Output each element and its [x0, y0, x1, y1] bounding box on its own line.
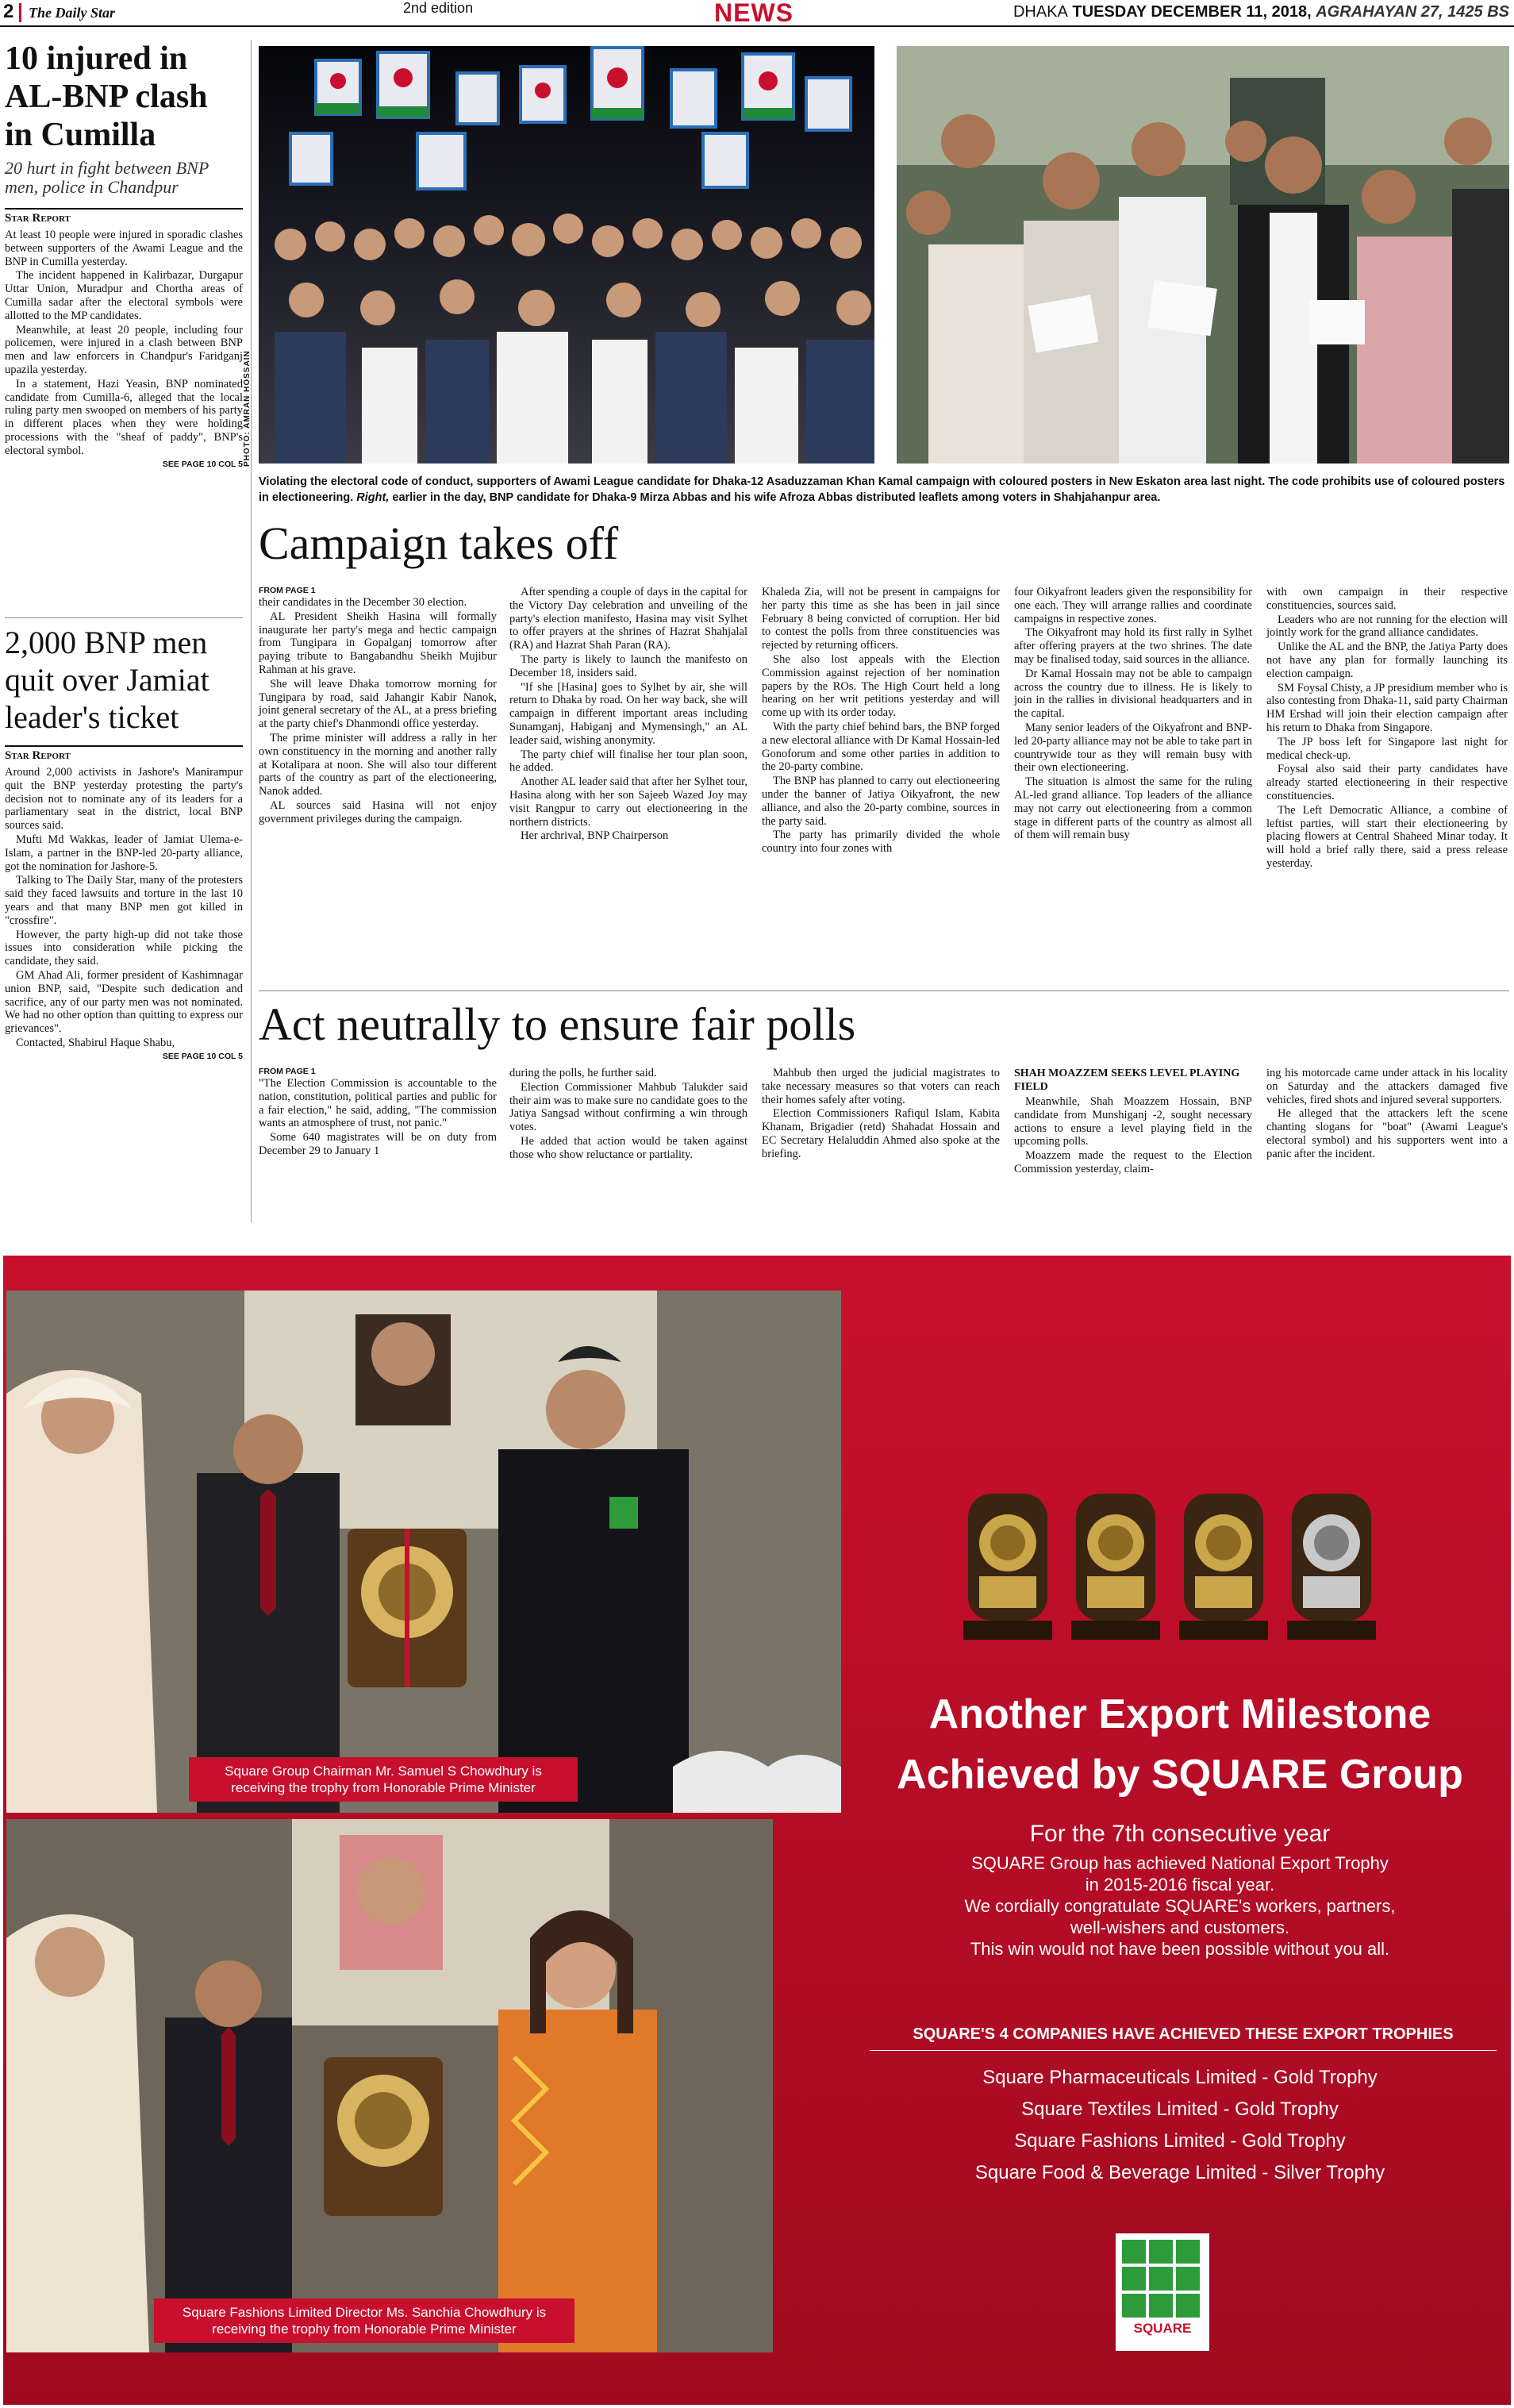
paragraph: ing his motorcade came under attack in his locality on Saturday and the attackers damaged five vehicles, fired shots and injured several supporters.: [1266, 1067, 1508, 1106]
paragraph: Meanwhile, at least 20 people, including four policemen, were injured in a clash between BNP men and law enforcers in Chandpur's Faridganj upazila yesterday.: [5, 323, 243, 376]
paragraph: Moazzem made the request to the Election Commission yesterday, claim-: [1014, 1149, 1252, 1175]
paper-name: The Daily Star: [29, 5, 116, 21]
paragraph: Foysal also said their party candidates have already started electioneering in their respective constituencies.: [1266, 763, 1508, 802]
list-item: Square Pharmaceuticals Limited - Gold Trophy: [982, 2067, 1378, 2088]
paragraph: Meanwhile, Shah Moazzem Hossain, BNP candidate from Munshiganj -2, sought necessary actions to ensure a level playing field in the upcoming polls.: [1014, 1095, 1252, 1148]
masthead: [0, 0, 1514, 27]
trophy-icon: [963, 1494, 1052, 1644]
ad-subhead: For the 7th consecutive year: [1029, 1821, 1331, 1847]
paragraph: The JP boss left for Singapore last night for medical check-up.: [1266, 735, 1508, 762]
paragraph: their candidates in the December 30 election.: [259, 596, 467, 609]
ad-headline: Another Export Milestone Achieved by SQUARE Group: [897, 1691, 1463, 1798]
paragraph: GM Ahad Ali, former president of Kashimnagar union BNP, said, "Despite such dedication and sacrifice, any of our party men was not nominated. We had no other option than quitting to express our grievances".: [5, 968, 243, 1036]
paragraph: Contacted, Shabirul Haque Shabu,: [16, 1036, 175, 1049]
edition-label: 2nd edition: [403, 0, 474, 16]
headline: 10 injured in AL-BNP clash in Cumilla: [5, 40, 208, 153]
paragraph: "If she [Hasina] goes to Sylhet by air, she will return to Dhaka by road. On her way back, she will campaign in different important areas including Sunamganj, Habiganj and Mymensingh," an AL leader said, wishing anonymity.: [509, 680, 747, 747]
paragraph: The party has primarily divided the whole country into four zones with: [762, 829, 1000, 856]
paragraph: Around 2,000 activists in Jashore's Manirampur quit the BNP yesterday protesting the party's decision not to nominate any of its leaders for a parliamentary seat in the district, local BNP sources said.: [5, 766, 243, 833]
jump-line: SEE PAGE 10 COL 5: [162, 459, 243, 469]
paragraph: Election Commissioners Rafiqul Islam, Kabita Khanam, Brigadier (retd) Shahadat Hossain and EC Secretary Helaluddin Ahmed also spoke at the briefing.: [762, 1107, 1000, 1160]
campaign-col-5: [1266, 586, 1508, 871]
paragraph: In a statement, Hazi Yeasin, BNP nominated candidate from Cumilla-6, alleged that the local ruling party men swooped on members of his party in different places when they were holding processions with the "sheaf of paddy", BNP's electoral symbol.: [5, 377, 243, 457]
dateline: DHAKA TUESDAY DECEMBER 11, 2018, AGRAHAYAN 27, 1425 BS: [1013, 3, 1509, 21]
paragraph: However, the party high-up did not take those issues into consideration while picking the candidate, they said.: [5, 928, 243, 968]
paragraph: The party chief will finalise her tour plan soon, he added.: [509, 748, 747, 775]
act-col-2: [509, 1067, 747, 1163]
paragraph: He alleged that the attackers left the scene chanting slogans for "boat" (Awami League's electoral symbol) and his supporters went into a panic after the incident.: [1266, 1107, 1508, 1160]
act-col-4: [1014, 1067, 1252, 1177]
divider: [5, 617, 243, 618]
paragraph: She will leave Dhaka tomorrow morning for Tungipara by road, said Jahangir Kabir Nanok, joint general secretary of the AL, at a press briefing at the party chief's Dhanmondi office yesterday.: [259, 677, 497, 731]
ad-trophy-list: [852, 2062, 1508, 2189]
square-logo-grid-icon: [1122, 2240, 1203, 2318]
campaign-col-4: [1014, 586, 1252, 843]
square-advertisement: [3, 1256, 1511, 2405]
act-neutrally-headline: Act neutrally to ensure fair polls: [259, 998, 856, 1050]
photo-leaflet-distribution: [897, 46, 1509, 464]
paragraph: Another AL leader said that after her Sylhet tour, Hasina along with her son Sajeeb Wazed Joy may visit Rangpur to carry out electioneering in the northern districts.: [509, 775, 747, 829]
paragraph: The Oikyafront may hold its first rally in Sylhet after offering prayers at the two shrines. The date may be finalised today, said sources in the alliance.: [1014, 626, 1252, 666]
headline: 2,000 BNP men quit over Jamiat leader's ticket: [5, 625, 209, 735]
trophy-icon: [1287, 1494, 1376, 1644]
trophy-row: [963, 1494, 1376, 1652]
vertical-rule: [251, 40, 252, 1222]
from-page: FROM PAGE 1: [259, 1067, 316, 1076]
campaign-col-3: [762, 586, 1000, 856]
paragraph: Mahbub then urged the judicial magistrates to take necessary measures so that voters can reach their homes safely after voting.: [762, 1067, 1000, 1106]
list-item: Square Food & Beverage Limited - Silver Trophy: [974, 2162, 1385, 2183]
paragraph: Some 640 magistrates will be on duty from December 29 to January 1: [259, 1131, 497, 1157]
paragraph: The situation is almost the same for the ruling AL-led grand alliance. Top leaders of the alliance may not carry out electioneering from a common stage in different parts of the country as almost all of them will remain busy: [1014, 775, 1252, 842]
paragraph: with own campaign in their respective constituencies, sources said.: [1266, 586, 1508, 612]
paragraph: Many senior leaders of the Oikyafront and BNP-led 20-party alliance may not be able to take part in countrywide tour as they will remain busy with their own electioneering.: [1014, 721, 1252, 775]
paragraph: AL President Sheikh Hasina will formally inaugurate her party's mega and hectic campaign from Tungipara in Gopalganj tomorrow after paying tribute to Bangabandhu Sheikh Mujibur Rahman at his grave.: [259, 610, 497, 676]
paragraph: With the party chief behind bars, the BNP forged a new electoral alliance with Dr Kamal Hossain-led Gonoforum and some other parties in addition to the 20-party combine.: [762, 720, 1000, 774]
ad-photo-chairman: [6, 1291, 841, 1813]
photo-night-rally: [259, 46, 874, 464]
story-bnp-quit: [5, 624, 243, 1061]
paragraph: Dr Kamal Hossain may not be able to campaign across the country due to illness. He is likely to join in the rallies in divisional headquarters and in the capital.: [1014, 667, 1252, 721]
ad-trophies-heading: SQUARE'S 4 COMPANIES HAVE ACHIEVED THESE EXPORT TROPHIES: [870, 2025, 1497, 2051]
logo-text: SQUARE: [1133, 2321, 1192, 2336]
paragraph: After spending a couple of days in the capital for the Victory Day celebration and unveiling of the party's election manifesto, Hasina may visit Sylhet to offer prayers at the shrines of Hazrat Shahjalal (RA) and Hazrat Shah Paran (RA).: [509, 586, 747, 652]
from-page: FROM PAGE 1: [259, 586, 316, 595]
list-item: Square Fashions Limited - Gold Trophy: [1014, 2130, 1346, 2152]
paragraph: Her archrival, BNP Chairperson: [521, 829, 669, 843]
subhead: 20 hurt in fight between BNP men, police in Chandpur: [5, 158, 209, 197]
ad-body: SQUARE Group has achieved National Export Trophy in 2015-2016 fiscal year. We cordially congratulate SQUARE's workers, partners, well-wishers and customers. This win would not have been possible without you all.: [964, 1853, 1396, 1959]
photo-caption: Violating the electoral code of conduct, supporters of Awami League candidate for Dhaka-12 Asaduzzaman Khan Kamal campaign with coloured posters in New Eskaton area last night. The code prohibits use of coloured posters in electioneering. Right, earlier in the day, BNP candidate for Dhaka-9 Mirza Abbas and his wife Afroza Abbas distributed leaflets among voters in Shahjahanpur area.: [259, 475, 1505, 504]
campaign-col-1: [259, 586, 497, 827]
act-col-3: [762, 1067, 1000, 1162]
ad-photo-director: [6, 1819, 773, 2352]
paragraph: during the polls, he further said.: [509, 1067, 657, 1079]
campaign-col-2: [509, 586, 747, 844]
paragraph: She also lost appeals with the Election Commission against rejection of her nomination papers by the ROs. The High Court held a long hearing on her writ petitions yesterday and will come up with its order today.: [762, 652, 1000, 720]
paragraph: Khaleda Zia, will not be present in campaigns for her party this time as she has been in jail since February 8 being convicted of corruption. Her bid to contest the polls from three constituencies was rejected by returning officers.: [762, 586, 1000, 652]
trophy-icon: [1071, 1494, 1160, 1644]
ad-photo-caption: Square Group Chairman Mr. Samuel S Chowdhury is receiving the trophy from Honorable Prime Minister: [189, 1757, 578, 1802]
ad-photo-caption: Square Fashions Limited Director Ms. Sanchia Chowdhury is receiving the trophy from Honorable Prime Minister: [154, 2298, 574, 2343]
paragraph: The BNP has planned to carry out electioneering under the banner of Jatiya Oikyafront, the new alliance, and also the 20-party combine, sources in the party said.: [762, 775, 1000, 828]
byline: Star Report: [5, 208, 243, 225]
page-number: 2: [3, 1, 14, 22]
photo-credit: PHOTO: AMRAN HOSSAIN: [243, 350, 252, 467]
paragraph: Leaders who are not running for the election will jointly work for the grand alliance candidates.: [1266, 613, 1508, 640]
subhead: SHAH MOAZZEM SEEKS LEVEL PLAYING FIELD: [1014, 1067, 1240, 1093]
paragraph: Election Commissioner Mahbub Talukder said their aim was to make sure no candidate goes to the Jatiya Sangsad without confirming a win through votes.: [509, 1080, 747, 1134]
byline: Star Report: [5, 745, 243, 763]
paragraph: The Left Democratic Alliance, a combine of leftist parties, will start their electioneering by placing flowers at Central Shaheed Minar today. It will hold a brief rally there, said a press release yesterday.: [1266, 803, 1508, 870]
paragraph: The prime minister will address a rally in her own constituency in the morning and another rally at Kotalipara at noon. She will also tour different parts of the country as part of the electioneering, Nanok added.: [259, 731, 497, 798]
story-cumilla-clash: [5, 40, 243, 469]
act-col-1: [259, 1067, 497, 1159]
paragraph: SM Foysal Chisty, a JP presidium member who is also contesting from Dhaka-11, said party Chairman HM Ershad will join their election campaign after his return to Dhaka from Singapore.: [1266, 681, 1508, 734]
section-label: NEWS: [714, 0, 794, 27]
paragraph: The incident happened in Kalirbazar, Durgapur Uttar Union, Muradpur and Chortha areas of Cumilla sadar after the electoral symbols were allotted to the MP candidates.: [5, 269, 243, 322]
paragraph: He added that action would be taken against those who show reluctance or partiality.: [509, 1134, 747, 1161]
paragraph: four Oikyafront leaders given the responsibility for one each. They will arrange rallies and coordinate campaigns in respective zones.: [1014, 586, 1252, 625]
paragraph: Talking to The Daily Star, many of the protesters said they faced lawsuits and torture in the last 10 years and that many BNP men got killed in "crossfire".: [5, 874, 243, 927]
campaign-headline: Campaign takes off: [259, 517, 619, 569]
jump-line: SEE PAGE 10 COL 5: [162, 1051, 243, 1061]
paragraph: Mufti Md Wakkas, leader of Jamiat Ulema-e-Islam, a partner in the BNP-led 20-party alliance, got the nomination for Jashore-5.: [5, 833, 243, 873]
paragraph: At least 10 people were injured in sporadic clashes between supporters of the Awami League and the BNP in Cumilla yesterday.: [5, 229, 243, 268]
paragraph: Unlike the AL and the BNP, the Jatiya Party does not have any plan for formally launching its election campaign.: [1266, 640, 1508, 680]
paragraph: "The Election Commission is accountable to the nation, constitution, political parties and public for a fair election," he said, adding, "The commission wants an atmosphere of trust, not panic.": [259, 1077, 497, 1130]
paragraph: AL sources said Hasina will not enjoy government privileges during the campaign.: [259, 798, 497, 825]
square-logo: [1116, 2233, 1209, 2351]
paragraph: The party is likely to launch the manifesto on December 18, insiders said.: [509, 652, 747, 679]
act-col-5: [1266, 1067, 1508, 1162]
trophy-icon: [1179, 1494, 1268, 1644]
list-item: Square Textiles Limited - Gold Trophy: [1021, 2098, 1339, 2120]
